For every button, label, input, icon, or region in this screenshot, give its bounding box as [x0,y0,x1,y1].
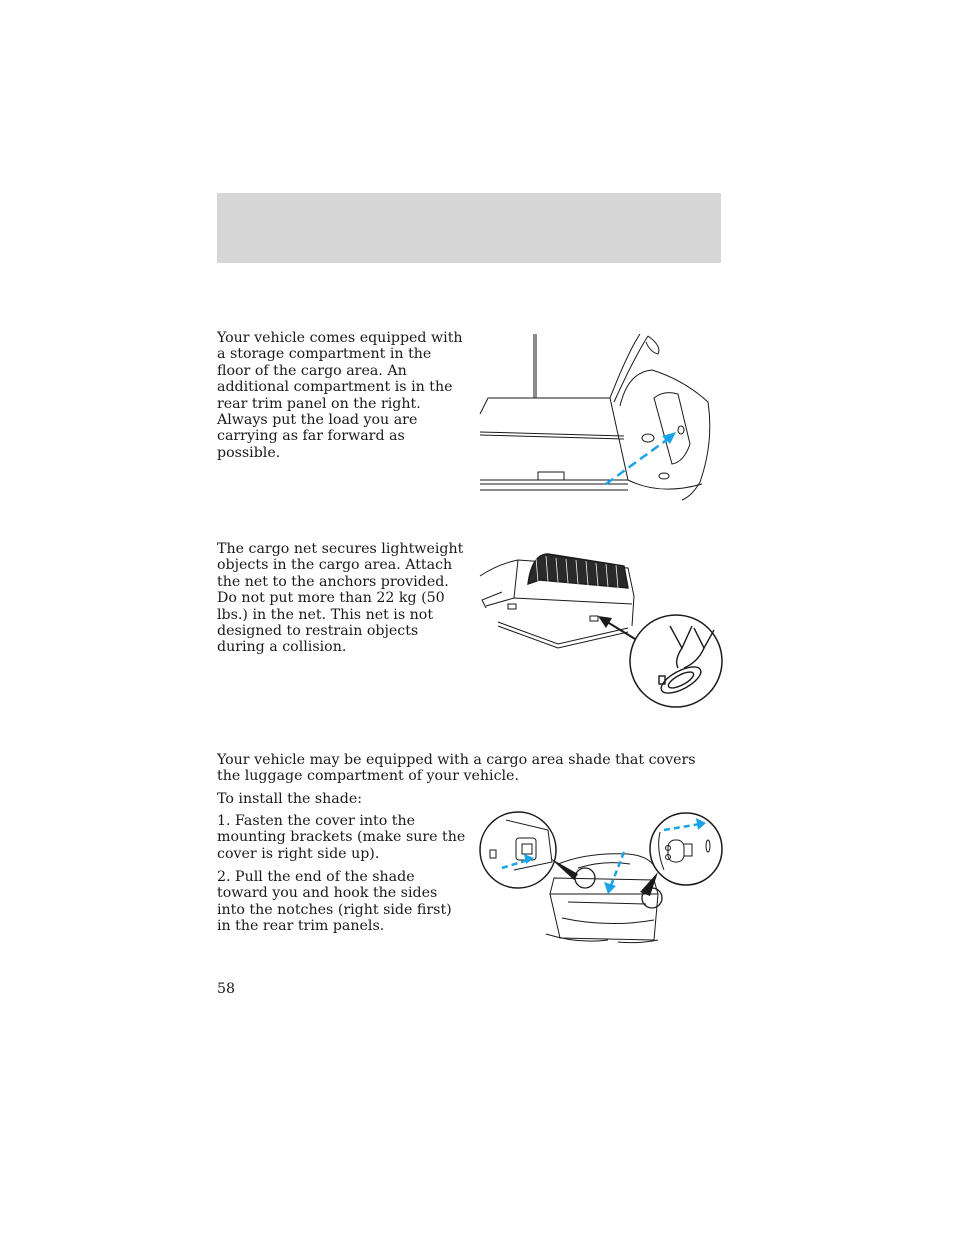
section-header-bar [217,193,721,263]
cargo-net-paragraph: The cargo net secures lightweight objects in the cargo area. Attach the net to the anchors provided. Do not put more than 22 kg (50 lbs.) in the net. This net is not designed to restrain objects during a collision. [217,541,464,656]
shade-install-heading: To install the shade: [217,791,362,807]
storage-paragraph: Your vehicle comes equipped with a storage compartment in the floor of the cargo area. An additional compartment is in the rear trim panel on the right. Always put the load you are carrying as far forward as possible. [217,330,463,461]
shade-intro-paragraph: Your vehicle may be equipped with a cargo area shade that covers the luggage compartment of your vehicle. [217,752,696,785]
page-number: 58 [217,981,236,997]
cargo-floor-compartment-illustration [478,332,718,502]
cargo-net-illustration [478,548,726,710]
cargo-shade-illustration [478,808,726,948]
shade-step-1: 1. Fasten the cover into the mounting brackets (make sure the cover is right side up). [217,813,466,862]
shade-step-2: 2. Pull the end of the shade toward you and hook the sides into the notches (right side first) in the rear trim panels. [217,869,452,935]
